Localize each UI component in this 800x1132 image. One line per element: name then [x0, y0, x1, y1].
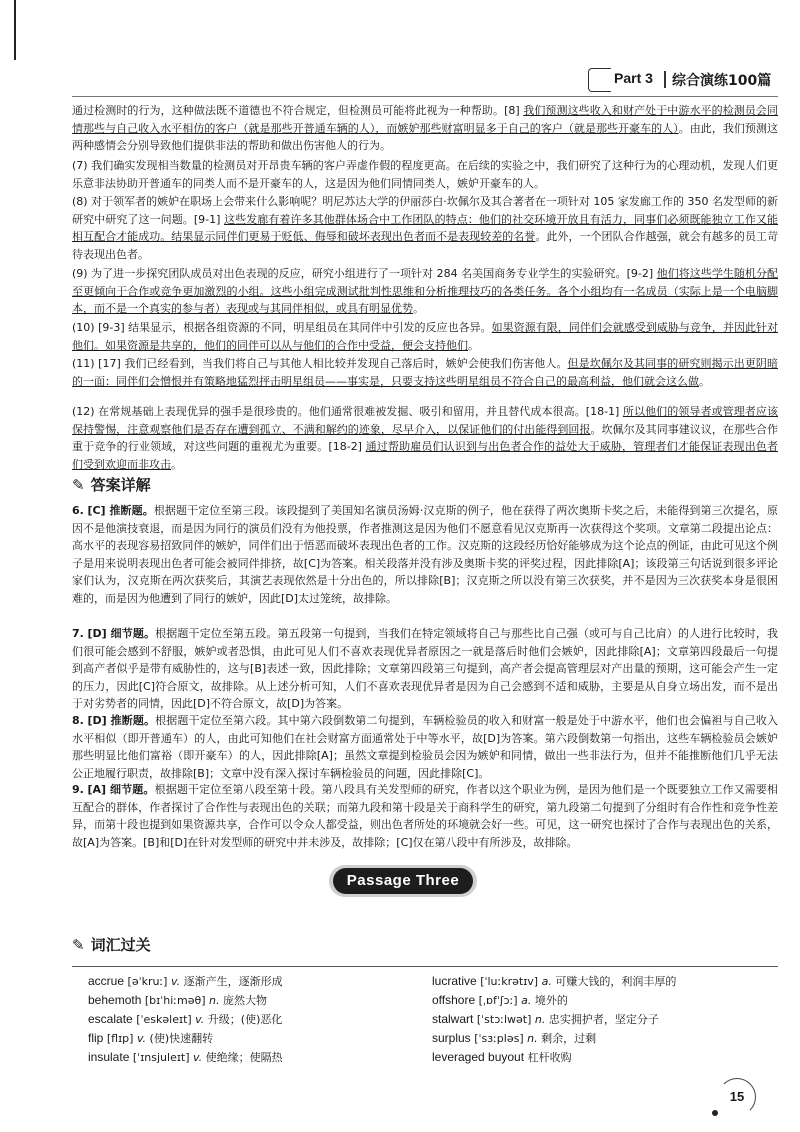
- vocab-heading: ✎ 词汇过关: [72, 936, 151, 954]
- header-rule: [72, 96, 778, 97]
- pencil-icon: ✎: [72, 476, 85, 494]
- book-spine-mark: [0, 0, 16, 60]
- vocab-entry: leveraged buyout 杠杆收购: [432, 1050, 572, 1064]
- vocab-entry: surplus [ˈsɜːpləs] n. 剩余，过剩: [432, 1031, 597, 1045]
- passage-paragraph: (12) 在常规基础上表现优异的强手是很珍贵的。他们通常很难被发掘、吸引和留用，并且替代成本很高。[18-1] 所以他们的领导者或管理者应该保持警惕，注意观察他们是否存在遭到孤立、不满和解约的迹象，尽早介入，以保证他们的付出能得到回报。坎佩尔及其同事建议议，在那些合作重于竞争的行业领域，对这些问题的重视尤为重要。[18-2] 通过帮助雇员们认识到与出色者合作的益处大于威胁，管理者们才能保证表现出色者们受到欢迎而非攻击。: [72, 405, 779, 471]
- passage-paragraph: (10) [9-3] 结果显示，根据各组资源的不同，明星组员在其同伴中引发的反应也各异。如果资源有限，同伴们会就感受到威胁与竞争，并因此针对他们。如果资源是共享的，他们的同伴可以从与他们的合作中受益，便会支持他们。: [72, 321, 779, 352]
- vocab-entry: stalwart [ˈstɔːlwət] n. 忠实拥护者，坚定分子: [432, 1012, 659, 1026]
- passage-paragraph: (8) 对于领军者的嫉妒在职场上会带来什么影响呢？明尼苏达大学的伊丽莎白·坎佩尔及其合著者在一项针对 105 家发廊工作的 350 名发型师的新研究中研究了这一问题。[9-1] 这些发廊有着许多其他群体场合中工作团队的特点：他们的社交环境开放且有活力，同事们必须既能独立工作又能相互配合才能成功。结果显示同伴们更易于贬低、侮辱和破坏表现出色者而不是表现较差的名誉。此外，一个团队合作越强，就会有越多的员工苛待表现出色者。: [72, 195, 779, 261]
- vocab-entry: escalate [ˈeskəleɪt] v. 升级；(使)恶化: [88, 1012, 283, 1026]
- header-bracket-icon: [588, 68, 611, 92]
- vocab-rule: [72, 966, 778, 967]
- vocab-list-left: [88, 972, 408, 1067]
- vocab-list-right: [432, 972, 772, 1067]
- answer-item: 6. [C] 推断题。根据题干定位至第三段。该段提到了美国知名演员汤姆·汉克斯的例子，他在获得了两次奥斯卡奖之后，未能得到第三次提名，原因不是他演技衰退，而是因为同行的演员们没有为他投票，作者推测这是因为他们不愿意看见汉克斯再一次获得这个奖项。文章第二段提出论点：高水平的表现容易招致同伴的嫉妒，同伴们出于悟恶而破坏表现出色者的工作。汉克斯的这段经历恰好能够成为这个论点的例证，由此可见这个例子是用来说明表现出色者可能会被同伴排挤，故[C]为答案。相关段落并没有涉及奥斯卡奖的评奖过程，因此排除[A]；该段第三句话说到很多评论家们认为，汉克斯在两次获奖后，其演艺表现依然是十分出色的，所以排除[B]；汉克斯之所以没有第三次获奖，并不是因为三次获奖本身是很困难的，而是因为他遭到了同行的嫉妒，因此[D]太过笼统，故排除。: [72, 504, 779, 605]
- passage-paragraph: (11) [17] 我们已经看到，当我们将自己与其他人相比较并发现自己落后时，嫉妒会使我们伤害他人。但是坎佩尔及其同事的研究则揭示出更阴暗的一面：同伴们会憎恨并有策略地猛烈抨击明星组员——事实是，只要支持这些明星组员不符合自己的最高利益，他们就会这么做。: [72, 357, 778, 388]
- passage-paragraph: 通过检测时的行为，这种做法既不道德也不符合规定，但检测员可能将此视为一种帮助。[8] 我们预测这些收入和财产处于中游水平的检测员会同情那些与自己收入水平相仿的客户（就是那些开普通车辆的人），而嫉妒那些财富明显多于自己的客户（就是那些开豪车的人）。由此，我们预测这两种感情会分别导致他们提供非法的帮助和做出伤害他人的行为。: [72, 104, 779, 152]
- page-number-dot: [712, 1110, 718, 1116]
- page-number: 15: [718, 1078, 756, 1116]
- passage-paragraph: (7) 我们确实发现相当数量的检测员对开昂贵车辆的客户弄虚作假的程度更高。在后续的实验之中，我们研究了这种行为的心理动机，发现人们更乐意非法协助开普通车的同类人而不是开豪车的人，这是因为他们同情同类人，嫉妒开豪车的人。: [72, 159, 778, 190]
- header-part: Part 3: [614, 70, 653, 86]
- header-divider: [664, 71, 666, 88]
- passage-banner: Passage Three: [333, 868, 473, 894]
- vocab-entry: flip [flɪp] v. (使)快速翻转: [88, 1031, 214, 1045]
- header-title: 综合演练100篇: [672, 73, 772, 89]
- vocab-entry: behemoth [bɪˈhiːməθ] n. 庞然大物: [88, 993, 267, 1007]
- passage-paragraph: (9) 为了进一步探究团队成员对出色表现的反应，研究小组进行了一项针对 284 名美国商务专业学生的实验研究。[9-2] 他们将这些学生随机分配至更倾向于合作或竞争更加激烈的小组。这些小组完成测试批判性思维和分析推理技巧的各类任务。各个小组均有一名成员（实际上是一个电脑脚本，而不是一个真实的参与者）表现或与其同伴相似，或具有明显优势。: [72, 267, 779, 315]
- page-header: [588, 68, 778, 94]
- answer-item: 7. [D] 细节题。根据题干定位至第五段。第五段第一句提到，当我们在特定领域将自己与那些比自己强（或可与自己比肩）的人进行比较时，我们很可能会感到不舒服，嫉妒或者恐惧，由此可见人们不喜欢表现优异者原因之一就是落后时他们会嫉妒，因此排除[A]；文章第四段最后一句提到高产者似乎是带有威胁性的，这与[B]表述一致，因此排除；文章第四段第三句提到，高产者会提高管理层对产出量的预期，这可能会产生一定的压力，因此[C]符合原文，故排除。从上述分析可知，人们不喜欢表现优异者是因为自己会感到不适和威胁，主要是从自身立场出发，而不是出于对劣势者的同情，因此[D]不符合原文，故[D]为答案。: [72, 627, 779, 710]
- pencil-icon: ✎: [72, 936, 85, 954]
- answer-item: 9. [A] 细节题。根据题干定位至第八段至第十段。第八段具有关发型师的研究，作者以这个职业为例，是因为他们是一个既要独立工作又需要相互配合的群体，作者探讨了合作性与表现出色的关联；而第九段和第十段是关于商科学生的研究，第九段第二句提到了分组时有合作性和竞争性差异，而第十段也提到如果资源共享，合作可以令众人都受益，则出色者所处的环境就会好一些。可见，这一研究也探讨了合作与表现出色的关系，故[A]为答案。[B]和[D]在针对发型师的研究中并未涉及，故排除；[C]仅在第八段中有所涉及，故排除。: [72, 783, 778, 849]
- vocab-entry: lucrative [ˈluːkrətɪv] a. 可赚大钱的，利润丰厚的: [432, 974, 677, 988]
- answer-item: 8. [D] 推断题。根据题干定位至第六段。其中第六段倒数第二句提到，车辆检验员的收入和财富一般是处于中游水平，他们也会偏袒与自己收入水平相似（即开普通车）的人，由此可知他们在社会财富方面通常处于中等水平，故[D]为答案。第六段倒数第一句指出，这些车辆检验员会嫉妒那些明显比他们富裕（即开豪车）的人，因此排除[A]；虽然文章提到检验员会因为嫉妒和同情，做出一些非法行为，但并不能推断他们几乎无法公正地履行职责，故排除[B]；文章中没有深入探讨车辆检验员的问题，因此排除[C]。: [72, 714, 779, 780]
- vocab-entry: insulate [ˈɪnsjuleɪt] v. 使绝缘；使隔热: [88, 1050, 283, 1064]
- vocab-entry: accrue [əˈkruː] v. 逐渐产生，逐渐形成: [88, 974, 283, 988]
- vocab-entry: offshore [ˌɒfˈʃɔː] a. 境外的: [432, 993, 568, 1007]
- answers-heading: ✎ 答案详解: [72, 476, 151, 494]
